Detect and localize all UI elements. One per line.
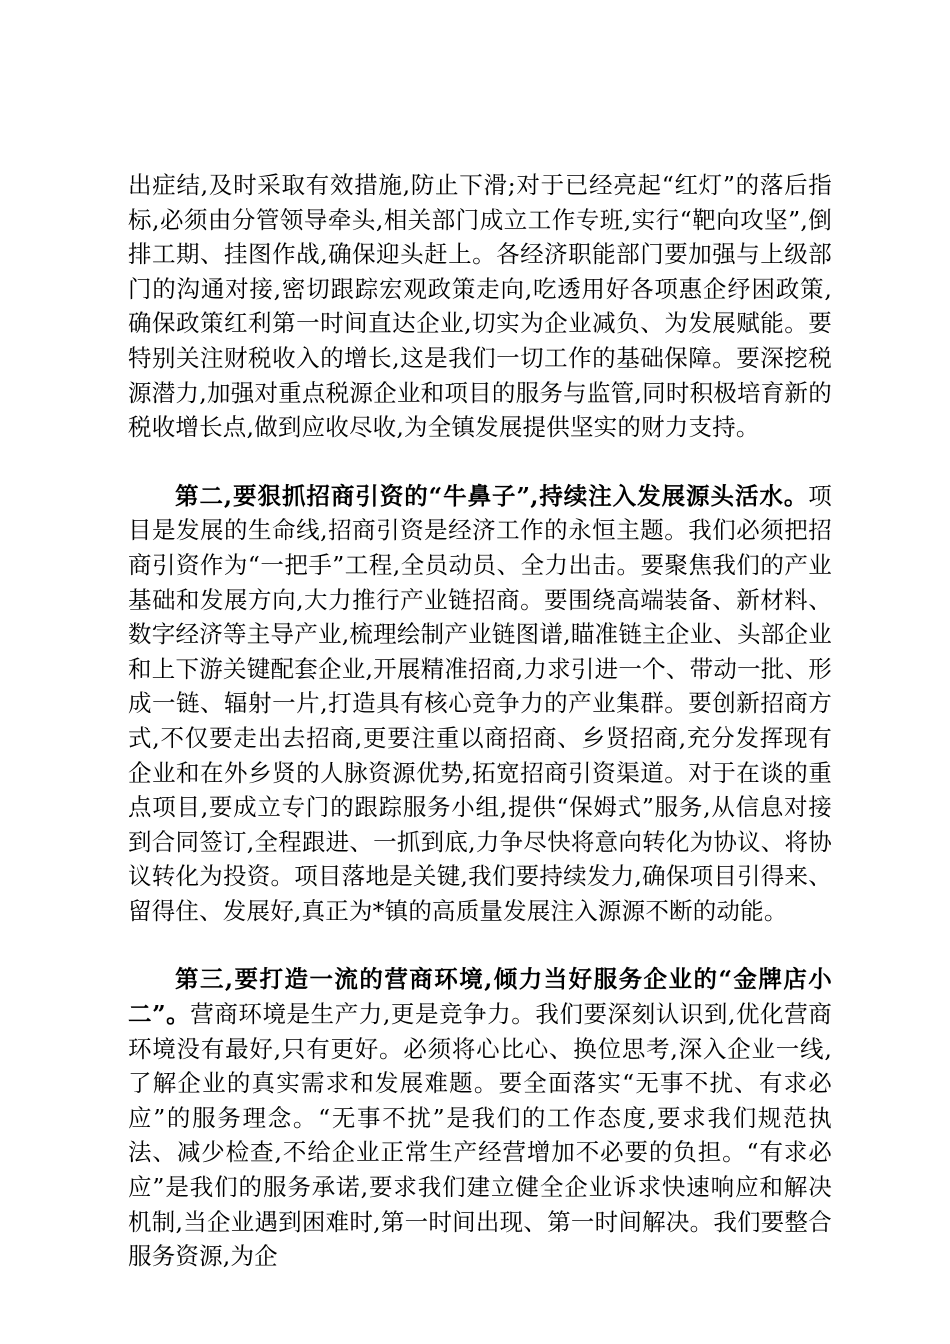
paragraph-lead-heading: 第二,要狠抓招商引资的“牛鼻子”,持续注入发展源头活水。 <box>175 481 809 510</box>
paragraph-third-point <box>128 962 832 1273</box>
paragraph-second-point <box>128 479 832 929</box>
paragraph-body-text: 营商环境是生产力,更是竞争力。我们要深刻认识到,优化营商环境没有最好,只有更好。必须将心比心、换位思考,深入企业一线,了解企业的真实需求和发展难题。要全面落实“无事不扰、有求必应”的服务理念。“无事不扰”是我们的工作态度,要求我们规范执法、减少检查,不给企业正常生产经营增加不必要的负担。“有求必应”是我们的服务承诺,要求我们建立健全企业诉求快速响应和解决机制,当企业遇到困难时,第一时间出现、第一时间解决。我们要整合服务资源,为企 <box>128 1000 832 1271</box>
paragraph-body-text: 出症结,及时采取有效措施,防止下滑;对于已经亮起“红灯”的落后指标,必须由分管领导牵头,相关部门成立工作专班,实行“靶向攻坚”,倒排工期、挂图作战,确保迎头赶上。各经济职能部门要加强与上级部门的沟通对接,密切跟踪宏观政策走向,吃透用好各项惠企纾困政策,确保政策红利第一时间直达企业,切实为企业减负、为发展赋能。要特别关注财税收入的增长,这是我们一切工作的基础保障。要深挖税源潜力,加强对重点税源企业和项目的服务与监管,同时积极培育新的税收增长点,做到应收尽收,为全镇发展提供坚实的财力支持。 <box>128 171 832 442</box>
paragraph-continuation <box>128 168 832 445</box>
paragraph-body-text: 项目是发展的生命线,招商引资是经济工作的永恒主题。我们必须把招商引资作为“一把手”工程,全员动员、全力出击。要聚焦我们的产业基础和发展方向,大力推行产业链招商。要围绕高端装备、新材料、数字经济等主导产业,梳理绘制产业链图谱,瞄准链主企业、头部企业和上下游关键配套企业,开展精准招商,力求引进一个、带动一批、形成一链、辐射一片,打造具有核心竞争力的产业集群。要创新招商方式,不仅要走出去招商,更要注重以商招商、乡贤招商,充分发挥现有企业和在外乡贤的人脉资源优势,拓宽招商引资渠道。对于在谈的重点项目,要成立专门的跟踪服务小组,提供“保姆式”服务,从信息对接到合同签订,全程跟进、一抓到底,力争尽快将意向转化为协议、将协议转化为投资。项目落地是关键,我们要持续发力,确保项目引得来、留得住、发展好,真正为*镇的高质量发展注入源源不断的动能。 <box>128 481 832 925</box>
paragraph-lead-heading: 第三,要打造一流的营商环境,倾力当好服务企业的“金牌店小二”。 <box>128 965 832 1029</box>
document-body <box>128 168 832 1274</box>
